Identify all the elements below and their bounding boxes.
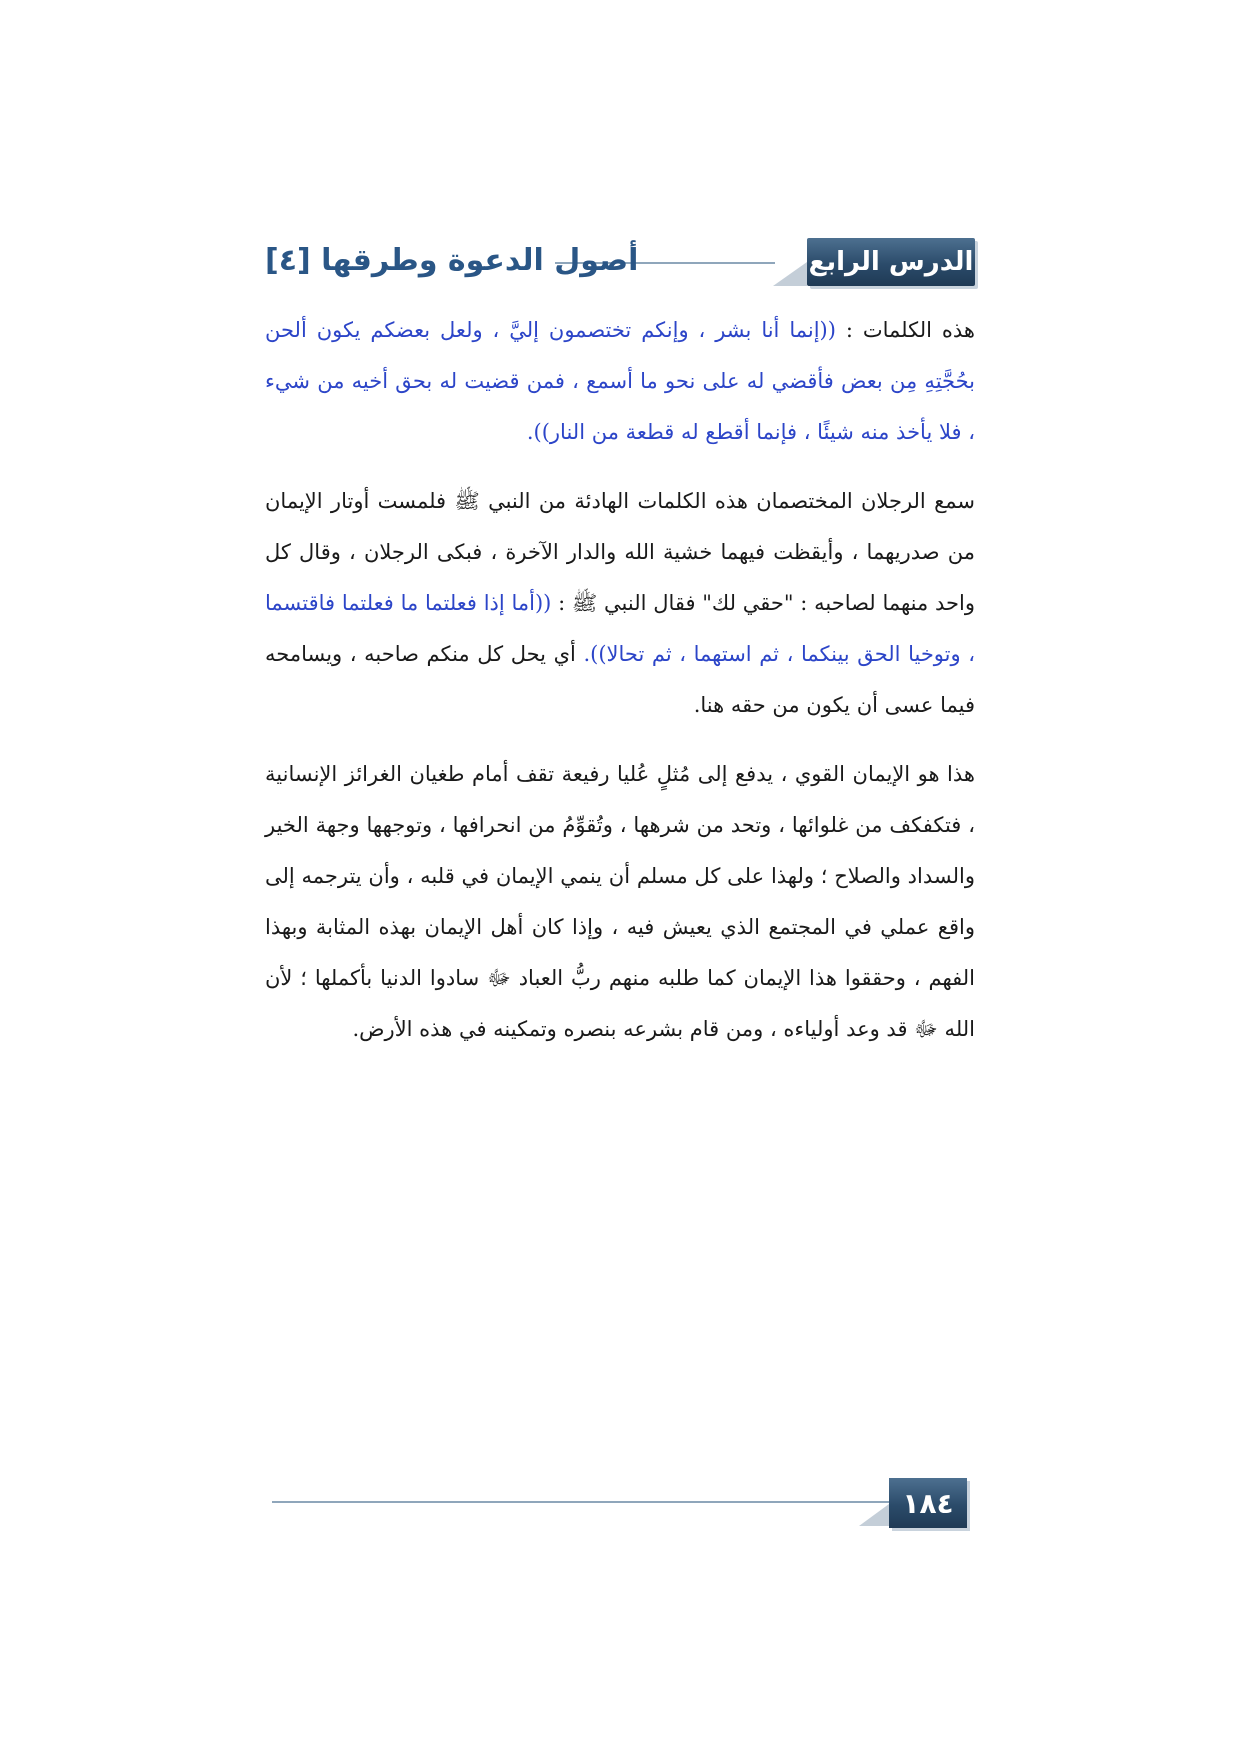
- page-header: [265, 232, 975, 288]
- lesson-label: الدرس الرابع: [808, 247, 974, 277]
- paragraph-3: [265, 749, 975, 1055]
- paragraph-2: [265, 476, 975, 731]
- footer-tab-decoration: [859, 1504, 889, 1526]
- paragraph-3-lead: هذا هو الإيمان القوي ، يدفع إلى مُثلٍ عُليا رفيعة تقف أمام طغيان الغرائز الإنسانية ، فتكفكف من غلوائها ، وتحد من شرهها ، وتُقوِّمُ من انحرافها ، وتوجهها وجهة الخير والسداد والصلاح ؛ ولهذا على كل مسلم أن ينمي الإيمان في قلبه ، وأن يترجمه إلى واقع عملي في المجتمع الذي يعيش فيه ، وإذا كان أهل الإيمان بهذه المثابة وبهذا الفهم ، وحققوا هذا الإيمان كما طلبه منهم ربُّ العباد ﷻ سادوا الدنيا بأكملها ؛ لأن الله ﷻ قد وعد أولياءه ، ومن قام بشرعه بنصره وتمكينه في هذه الأرض.: [265, 762, 976, 1041]
- footer-rule: [272, 1501, 889, 1503]
- paragraph-1-lead: هذه الكلمات :: [835, 318, 975, 342]
- paragraph-2-tail: أي يحل كل منكم صاحبه ، ويسامحه فيما عسى أن يكون من حقه هنا.: [265, 642, 975, 717]
- page-number-badge: [889, 1478, 967, 1528]
- paragraph-2-lead: سمع الرجلان المختصمان هذه الكلمات الهادئة من النبي ﷺ فلمست أوتار الإيمان من صدريهما ، وأيقظت فيهما خشية الله والدار الآخرة ، فبكى الرجلان ، وقال كل واحد منهما لصاحبه : "حقي لك" فقال النبي ﷺ :: [265, 489, 975, 615]
- lesson-tab-decoration: [773, 262, 807, 286]
- lesson-badge: [807, 238, 975, 286]
- page-footer: [272, 1478, 967, 1530]
- page-title: أصول الدعوة وطرقها [٤]: [265, 242, 639, 278]
- paragraph-1: [265, 305, 975, 458]
- hadith-quote-2: ((أما إذا فعلتما ما فعلتما فاقتسما ، وتوخيا الحق بينكما ، ثم استهما ، ثم تحالا)).: [265, 591, 975, 666]
- hadith-quote-1: ((إنما أنا بشر ، وإنكم تختصمون إليَّ ، ولعل بعضكم يكون ألحن بحُجَّتِهِ مِن بعض فأقضي له على نحو ما أسمع ، فمن قضيت له بحق أخيه من شيء ، فلا يأخذ منه شيئًا ، فإنما أقطع له قطعة من النار)).: [265, 318, 975, 444]
- page-number: ١٨٤: [902, 1486, 954, 1520]
- page-body: [265, 305, 975, 1073]
